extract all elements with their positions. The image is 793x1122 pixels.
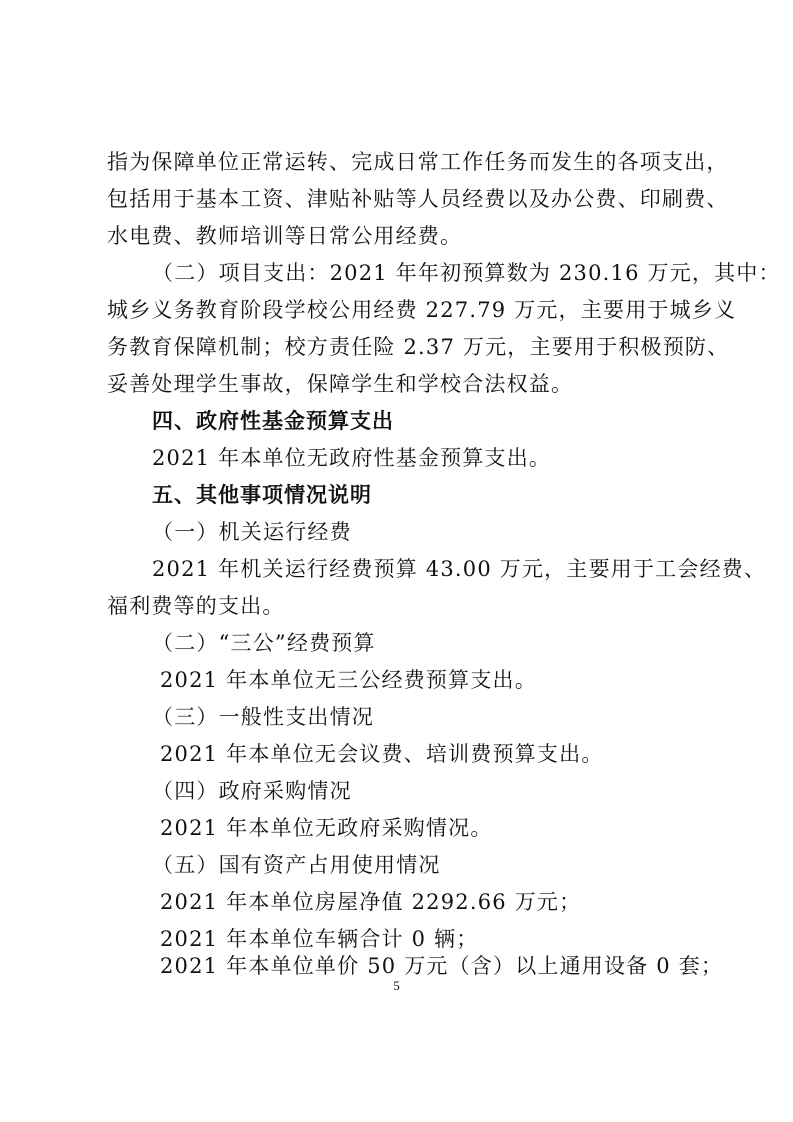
body-text-line: 2021 年本单位无政府性基金预算支出。 xyxy=(152,446,552,470)
body-text-line: 2021 年本单位单价 50 万元（含）以上通用设备 0 套； xyxy=(160,954,724,978)
page-number: 5 xyxy=(393,978,400,993)
body-text-line: 2021 年本单位无会议费、培训费预算支出。 xyxy=(160,742,604,766)
subsection-title: （三）一般性支出情况 xyxy=(152,705,374,729)
subsection-title: （二）“三公”经费预算 xyxy=(152,631,376,655)
subsection-title: （四）政府采购情况 xyxy=(152,779,352,803)
section-heading: 五、其他事项情况说明 xyxy=(152,483,372,507)
body-text-line: 2021 年机关运行经费预算 43.00 万元，主要用于工会经费、 xyxy=(152,557,767,581)
body-text-line: 福利费等的支出。 xyxy=(107,594,285,618)
body-text-line: 指为保障单位正常运转、完成日常工作任务而发生的各项支出， xyxy=(107,150,729,174)
subsection-title: （五）国有资产占用使用情况 xyxy=(152,853,441,877)
body-text-line: 包括用于基本工资、津贴补贴等人员经费以及办公费、印刷费、 xyxy=(107,187,729,211)
body-text-line: 2021 年本单位车辆合计 0 辆； xyxy=(160,927,479,951)
body-text-line: 妥善处理学生事故，保障学生和学校合法权益。 xyxy=(107,372,574,396)
body-text-line: 城乡义务教育阶段学校公用经费 227.79 万元，主要用于城乡义 xyxy=(107,298,737,322)
body-text-line: 2021 年本单位无三公经费预算支出。 xyxy=(160,668,537,692)
body-text-line: 水电费、教师培训等日常公用经费。 xyxy=(107,224,463,248)
body-text-line: 务教育保障机制；校方责任险 2.37 万元，主要用于积极预防、 xyxy=(107,335,730,359)
body-text-line: （二）项目支出：2021 年年初预算数为 230.16 万元，其中： xyxy=(152,261,781,285)
body-text-line: 2021 年本单位无政府采购情况。 xyxy=(160,816,493,840)
subsection-title: （一）机关运行经费 xyxy=(152,520,352,544)
body-text-line: 2021 年本单位房屋净值 2292.66 万元； xyxy=(160,890,582,914)
section-heading: 四、政府性基金预算支出 xyxy=(152,409,394,433)
